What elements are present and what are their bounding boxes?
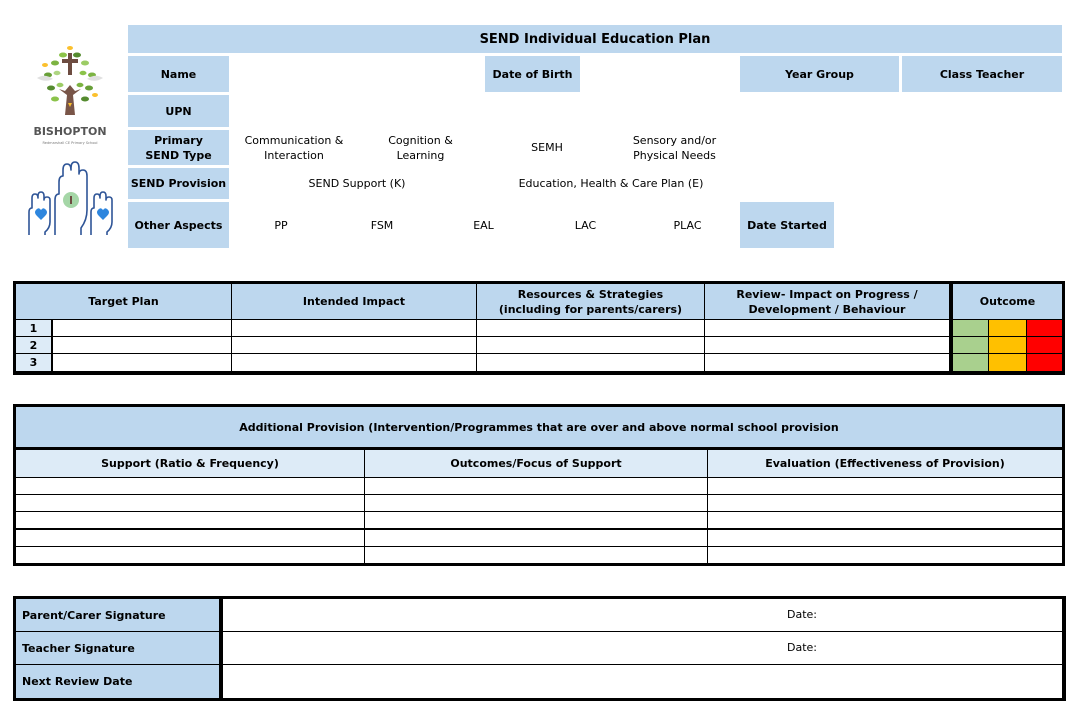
send-type-option[interactable]: Sensory and/or Physical Needs — [612, 130, 737, 165]
class-teacher-field[interactable] — [902, 95, 1062, 199]
next-review-label: Next Review Date — [16, 665, 219, 698]
name-label: Name — [128, 56, 229, 92]
parent-signature-field[interactable] — [223, 599, 1062, 631]
teacher-date-label: Date: — [787, 641, 817, 654]
send-provision-option[interactable]: Education, Health & Care Plan (E) — [485, 168, 737, 199]
outcomes-focus-cell[interactable] — [365, 547, 707, 563]
teacher-signature-label: Teacher Signature — [16, 632, 219, 664]
outcome-red-cell[interactable] — [1027, 320, 1062, 336]
other-aspect-option[interactable]: PP — [232, 202, 330, 248]
year-group-field[interactable] — [740, 95, 899, 199]
parent-date-label: Date: — [787, 608, 817, 621]
support-ratio-cell[interactable] — [16, 547, 364, 563]
logo-panel — [15, 25, 125, 248]
dob-label: Date of Birth — [485, 56, 580, 92]
outcome-header: Outcome — [953, 284, 1062, 319]
outcome-amber-cell[interactable] — [989, 337, 1026, 353]
send-type-option[interactable]: Communication & Interaction — [232, 130, 356, 165]
send-type-option[interactable]: SEMH — [485, 130, 609, 165]
resources-strategies-header: Resources & Strategies (including for parents/carers) — [477, 284, 704, 319]
other-aspects-label: Other Aspects — [128, 202, 229, 248]
target-plan-cell[interactable] — [53, 354, 231, 371]
school-name-text: BISHOPTON — [33, 125, 107, 138]
outcome-red-cell[interactable] — [1027, 337, 1062, 353]
resources-cell[interactable] — [477, 320, 704, 336]
raised-hands-icon — [15, 160, 125, 240]
send-provision-label: SEND Provision — [128, 168, 229, 199]
target-row-number: 2 — [16, 337, 51, 353]
other-aspect-option[interactable]: PLAC — [638, 202, 737, 248]
target-plan-header: Target Plan — [16, 284, 231, 319]
resources-cell[interactable] — [477, 337, 704, 353]
review-cell[interactable] — [705, 354, 949, 371]
next-review-field[interactable] — [223, 665, 1062, 698]
upn-label: UPN — [128, 95, 229, 127]
date-started-label: Date Started — [740, 202, 834, 248]
upn-field[interactable] — [232, 95, 737, 127]
target-row-number: 1 — [16, 320, 51, 336]
intended-impact-cell[interactable] — [232, 354, 476, 371]
dob-field[interactable] — [583, 56, 737, 92]
other-aspect-option[interactable]: FSM — [333, 202, 431, 248]
student-info-section — [12, 22, 1065, 251]
primary-send-type-label: Primary SEND Type — [128, 130, 229, 165]
signatures-section — [13, 596, 1066, 701]
other-aspect-option[interactable]: LAC — [536, 202, 635, 248]
send-type-option[interactable]: Cognition & Learning — [359, 130, 482, 165]
target-plan-section — [13, 281, 1065, 375]
evaluation-cell[interactable] — [708, 495, 1062, 511]
teacher-signature-field[interactable] — [223, 632, 1062, 664]
outcomes-focus-cell[interactable] — [365, 530, 707, 546]
outcome-green-cell[interactable] — [953, 337, 988, 353]
additional-provision-title: Additional Provision (Intervention/Programmes that are over and above normal school provision — [16, 407, 1062, 447]
year-group-label: Year Group — [740, 56, 899, 92]
date-started-field[interactable] — [837, 202, 1062, 248]
school-logo-icon — [15, 33, 125, 153]
evaluation-header: Evaluation (Effectiveness of Provision) — [708, 450, 1062, 477]
outcome-amber-cell[interactable] — [989, 320, 1026, 336]
review-impact-header: Review- Impact on Progress / Development / Behaviour — [705, 284, 949, 319]
outcome-green-cell[interactable] — [953, 320, 988, 336]
evaluation-cell[interactable] — [708, 547, 1062, 563]
other-aspect-option[interactable]: EAL — [434, 202, 533, 248]
target-row-number: 3 — [16, 354, 51, 371]
review-cell[interactable] — [705, 320, 949, 336]
intended-impact-cell[interactable] — [232, 337, 476, 353]
support-ratio-cell[interactable] — [16, 530, 364, 546]
send-provision-option[interactable]: SEND Support (K) — [232, 168, 482, 199]
support-ratio-header: Support (Ratio & Frequency) — [16, 450, 364, 477]
outcome-green-cell[interactable] — [953, 354, 988, 371]
support-ratio-cell[interactable] — [16, 512, 364, 528]
outcome-amber-cell[interactable] — [989, 354, 1026, 371]
support-ratio-cell[interactable] — [16, 478, 364, 494]
intended-impact-header: Intended Impact — [232, 284, 476, 319]
outcomes-focus-header: Outcomes/Focus of Support — [365, 450, 707, 477]
intended-impact-cell[interactable] — [232, 320, 476, 336]
support-ratio-cell[interactable] — [16, 495, 364, 511]
target-plan-cell[interactable] — [53, 320, 231, 336]
outcome-red-cell[interactable] — [1027, 354, 1062, 371]
class-teacher-label: Class Teacher — [902, 56, 1062, 92]
review-cell[interactable] — [705, 337, 949, 353]
target-plan-cell[interactable] — [53, 337, 231, 353]
name-field[interactable] — [232, 56, 482, 92]
evaluation-cell[interactable] — [708, 478, 1062, 494]
document-title: SEND Individual Education Plan — [128, 25, 1062, 53]
outcomes-focus-cell[interactable] — [365, 512, 707, 528]
evaluation-cell[interactable] — [708, 512, 1062, 528]
additional-provision-section — [13, 404, 1065, 566]
outcomes-focus-cell[interactable] — [365, 478, 707, 494]
parent-signature-label: Parent/Carer Signature — [16, 599, 219, 631]
resources-cell[interactable] — [477, 354, 704, 371]
school-subtitle-text: Redmarshall CE Primary School — [42, 141, 98, 145]
outcomes-focus-cell[interactable] — [365, 495, 707, 511]
evaluation-cell[interactable] — [708, 530, 1062, 546]
